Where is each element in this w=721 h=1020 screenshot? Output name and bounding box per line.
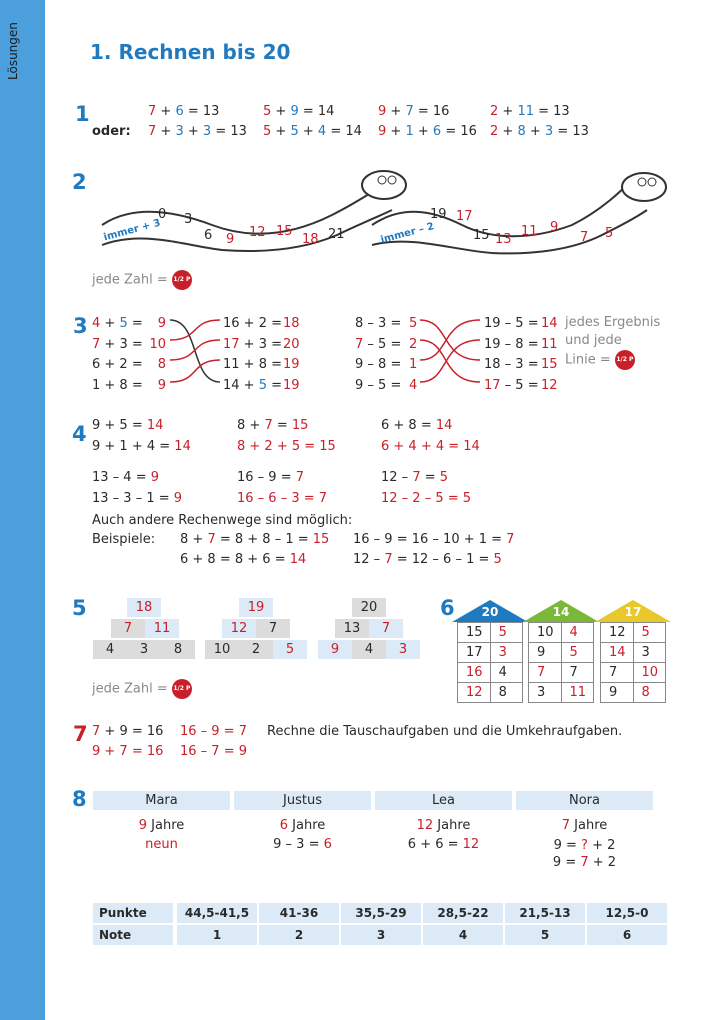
ex8-work: 6 + 6 = 12: [407, 837, 480, 852]
pyramid-3-bottom: 9: [318, 640, 352, 659]
score-points-cell: 41-36: [259, 903, 339, 923]
ex1-r1-c1: 7 + 6 = 13: [148, 104, 220, 119]
score-row1-label: Punkte: [93, 903, 173, 923]
page-title: 1. Rechnen bis 20: [90, 40, 291, 64]
house-cell: 5: [633, 623, 666, 643]
exercise-8-number: 8: [72, 787, 87, 811]
ex4-example-2: 6 + 8 = 8 + 6 = 14: [180, 552, 307, 567]
pyramid-3-mid: 7: [369, 619, 403, 638]
house-table: [528, 622, 594, 703]
house-cell: 3: [529, 683, 562, 703]
worm2-value: 19: [430, 207, 447, 222]
half-point-badge: 1/2 P: [172, 270, 192, 290]
worm2-value: 7: [580, 230, 589, 245]
worm2-value: 13: [495, 232, 512, 247]
house-cell: 10: [633, 663, 666, 683]
pyramid-2-mid: 12: [222, 619, 256, 638]
house-cell: 5: [490, 623, 522, 643]
house-table: [457, 622, 523, 703]
oder-label: oder:: [92, 124, 131, 139]
ex4-b4: 16 – 6 – 3 = 7: [237, 491, 328, 506]
score-grade-cell: 5: [505, 925, 585, 945]
ex4-a3: 8 + 7 = 15: [237, 418, 309, 433]
ex7-instruction: Rechne die Tauschaufgaben und die Umkehraufgaben.: [267, 724, 623, 739]
house-cell: 4: [561, 623, 594, 643]
worm2-value: 11: [521, 224, 538, 239]
pyramid-1-bottom: 8: [161, 640, 195, 659]
pyramid-3-bottom: 4: [352, 640, 386, 659]
house-cell: 15: [458, 623, 491, 643]
worm1-label: immer + 3: [102, 217, 162, 244]
house-cell: 7: [529, 663, 562, 683]
ex4-b3: 16 – 9 = 7: [237, 470, 305, 485]
ex5-note: jede Zahl = 1/2 P: [92, 679, 192, 699]
ex3-col2-right-results: 14 11 15 12: [541, 316, 558, 393]
ex8-header: Nora: [516, 791, 653, 810]
score-grade-cell: 6: [587, 925, 667, 945]
exercise-1-number: 1: [75, 102, 90, 126]
pyramid-2-bottom: 5: [273, 640, 307, 659]
pyramid-3-bottom: 3: [386, 640, 420, 659]
ex7-task-1: 7 + 9 = 16: [92, 724, 164, 739]
house-cell: 5: [561, 643, 594, 663]
pyramid-3-mid: 13: [335, 619, 369, 638]
score-points-cell: 28,5-22: [423, 903, 503, 923]
ex1-r1-c2: 5 + 9 = 14: [263, 104, 335, 119]
ex4-note: Auch andere Rechenwege sind möglich:: [92, 513, 353, 528]
ex4-b6: 12 – 2 – 5 = 5: [381, 491, 472, 506]
ex3-col2-results: 5 2 1 4: [409, 316, 418, 393]
house-cell: 12: [601, 623, 634, 643]
house-cell: 11: [561, 683, 594, 703]
score-points-cell: 35,5-29: [341, 903, 421, 923]
ex4-a5: 6 + 8 = 14: [381, 418, 453, 433]
pyramid-3-top: 20: [352, 598, 386, 617]
ex4-a4: 8 + 2 + 5 = 15: [237, 439, 336, 454]
worm1-value: 12: [249, 225, 266, 240]
worm2-value: 9: [550, 220, 559, 235]
worm1-value: 6: [204, 228, 213, 243]
house-table: [600, 622, 666, 703]
worm1-value: 0: [158, 207, 167, 222]
pyramid-1-top: 18: [127, 598, 161, 617]
ex3-col1-right-results: 18 20 19 19: [283, 316, 300, 393]
ex3-col1-results: 9 10 8 9: [149, 316, 166, 393]
pyramid-2-bottom: 2: [239, 640, 273, 659]
score-row2-label: Note: [93, 925, 173, 945]
ex2-note-text: jede Zahl =: [92, 272, 168, 288]
house-cell: 10: [529, 623, 562, 643]
ex3-col2-left: 8 – 3 = 7 – 5 = 9 – 8 = 9 – 5 =: [355, 316, 402, 393]
ex4-b1: 13 – 4 = 9: [92, 470, 160, 485]
house-cell: 12: [458, 683, 491, 703]
worm2-value: 5: [605, 226, 614, 241]
house-cell: 7: [561, 663, 594, 683]
house-cell: 4: [490, 663, 522, 683]
ex8-age: 6 Jahre: [279, 818, 326, 833]
worm1-value: 3: [184, 212, 193, 227]
ex7-task-2: 9 + 7 = 16: [92, 744, 164, 759]
ex1-r2-c1: 7 + 3 + 3 = 13: [148, 124, 247, 139]
pyramid-1-bottom: 3: [127, 640, 161, 659]
pyramid-1-mid: 7: [111, 619, 145, 638]
score-grade-cell: 3: [341, 925, 421, 945]
ex4-b5: 12 – 7 = 5: [381, 470, 449, 485]
ex1-r2-c3: 9 + 1 + 6 = 16: [378, 124, 477, 139]
house-cell: 17: [458, 643, 491, 663]
ex2-note: [92, 270, 192, 290]
score-points-cell: 21,5-13: [505, 903, 585, 923]
worm2-label: immer – 2: [379, 221, 436, 246]
sidebar: [0, 0, 45, 1020]
worm2-value: 17: [456, 209, 473, 224]
score-points-cell: 44,5-41,5: [177, 903, 257, 923]
pyramid-1-mid: 11: [145, 619, 179, 638]
score-grade-cell: 4: [423, 925, 503, 945]
house-roof-number: 14: [552, 605, 570, 619]
ex1-r2-c4: 2 + 8 + 3 = 13: [490, 124, 589, 139]
ex1-r2-c2: 5 + 5 + 4 = 14: [263, 124, 362, 139]
ex8-age: 7 Jahre: [561, 818, 608, 833]
ex4-example-4: 12 – 7 = 12 – 6 – 1 = 5: [353, 552, 502, 567]
exercise-7-number: 7: [73, 722, 88, 746]
house-cell: 14: [601, 643, 634, 663]
score-grade-cell: 2: [259, 925, 339, 945]
ex4-examples-label: Beispiele:: [92, 532, 156, 547]
ex8-work: neun: [145, 837, 178, 852]
house-cell: 3: [490, 643, 522, 663]
ex8-work: 9 – 3 = 6: [273, 837, 332, 852]
house-cell: 9: [529, 643, 562, 663]
worm1-value: 21: [328, 227, 345, 242]
pyramid-2-mid: 7: [256, 619, 290, 638]
ex7-task-4: 16 – 7 = 9: [180, 744, 248, 759]
ex7-task-3: 16 – 9 = 7: [180, 724, 248, 739]
pyramid-2-bottom: 10: [205, 640, 239, 659]
ex4-example-1: 8 + 7 = 8 + 8 – 1 = 15: [180, 532, 330, 547]
house-cell: 8: [490, 683, 522, 703]
ex4-example-3: 16 – 9 = 16 – 10 + 1 = 7: [353, 532, 515, 547]
score-points-cell: 12,5-0: [587, 903, 667, 923]
ex8-age: 9 Jahre: [138, 818, 185, 833]
house-cell: 8: [633, 683, 666, 703]
ex8-header: Justus: [234, 791, 371, 810]
exercise-3-number: 3: [73, 314, 88, 338]
house-cell: 9: [601, 683, 634, 703]
ex3-col1-left: 4 + 5 = 7 + 3 = 6 + 2 = 1 + 8 =: [92, 316, 143, 393]
worm1-value: 18: [302, 232, 319, 247]
house-roof-number: 17: [624, 605, 642, 619]
house-cell: 7: [601, 663, 634, 683]
half-point-badge: 1/2 P: [615, 350, 635, 370]
sidebar-label: Lösungen: [6, 22, 20, 80]
exercise-4-number: 4: [72, 422, 87, 446]
half-point-badge: 1/2 P: [172, 679, 192, 699]
ex1-r1-c4: 2 + 11 = 13: [490, 104, 570, 119]
ex1-r1-c3: 9 + 7 = 16: [378, 104, 450, 119]
house-cell: 16: [458, 663, 491, 683]
ex8-header: Mara: [93, 791, 230, 810]
exercise-5-number: 5: [72, 596, 87, 620]
ex3-col2-right: 19 – 5 = 19 – 8 = 18 – 3 = 17 – 5 =: [484, 316, 539, 393]
exercise-6-number: 6: [440, 596, 455, 620]
ex3-note: jedes Ergebnis und jede Linie = 1/2 P: [565, 314, 660, 370]
worm1-value: 15: [276, 224, 293, 239]
pyramid-1-bottom: 4: [93, 640, 127, 659]
ex4-b2: 13 – 3 – 1 = 9: [92, 491, 183, 506]
score-grade-cell: 1: [177, 925, 257, 945]
pyramid-2-top: 19: [239, 598, 273, 617]
exercise-2-number: 2: [72, 170, 87, 194]
house-roof-number: 20: [481, 605, 499, 619]
ex3-col1-right: 16 + 2 = 17 + 3 = 11 + 8 = 14 + 5 =: [223, 316, 283, 393]
ex8-header: Lea: [375, 791, 512, 810]
ex4-a2: 9 + 1 + 4 = 14: [92, 439, 191, 454]
ex4-a1: 9 + 5 = 14: [92, 418, 164, 433]
house-cell: 3: [633, 643, 666, 663]
ex8-work: 9 = ? + 2 9 = 7 + 2: [552, 838, 617, 870]
ex8-age: 12 Jahre: [416, 818, 471, 833]
worm2-value: 15: [473, 228, 490, 243]
ex4-a6: 6 + 4 + 4 = 14: [381, 439, 480, 454]
worm1-value: 9: [226, 232, 235, 247]
